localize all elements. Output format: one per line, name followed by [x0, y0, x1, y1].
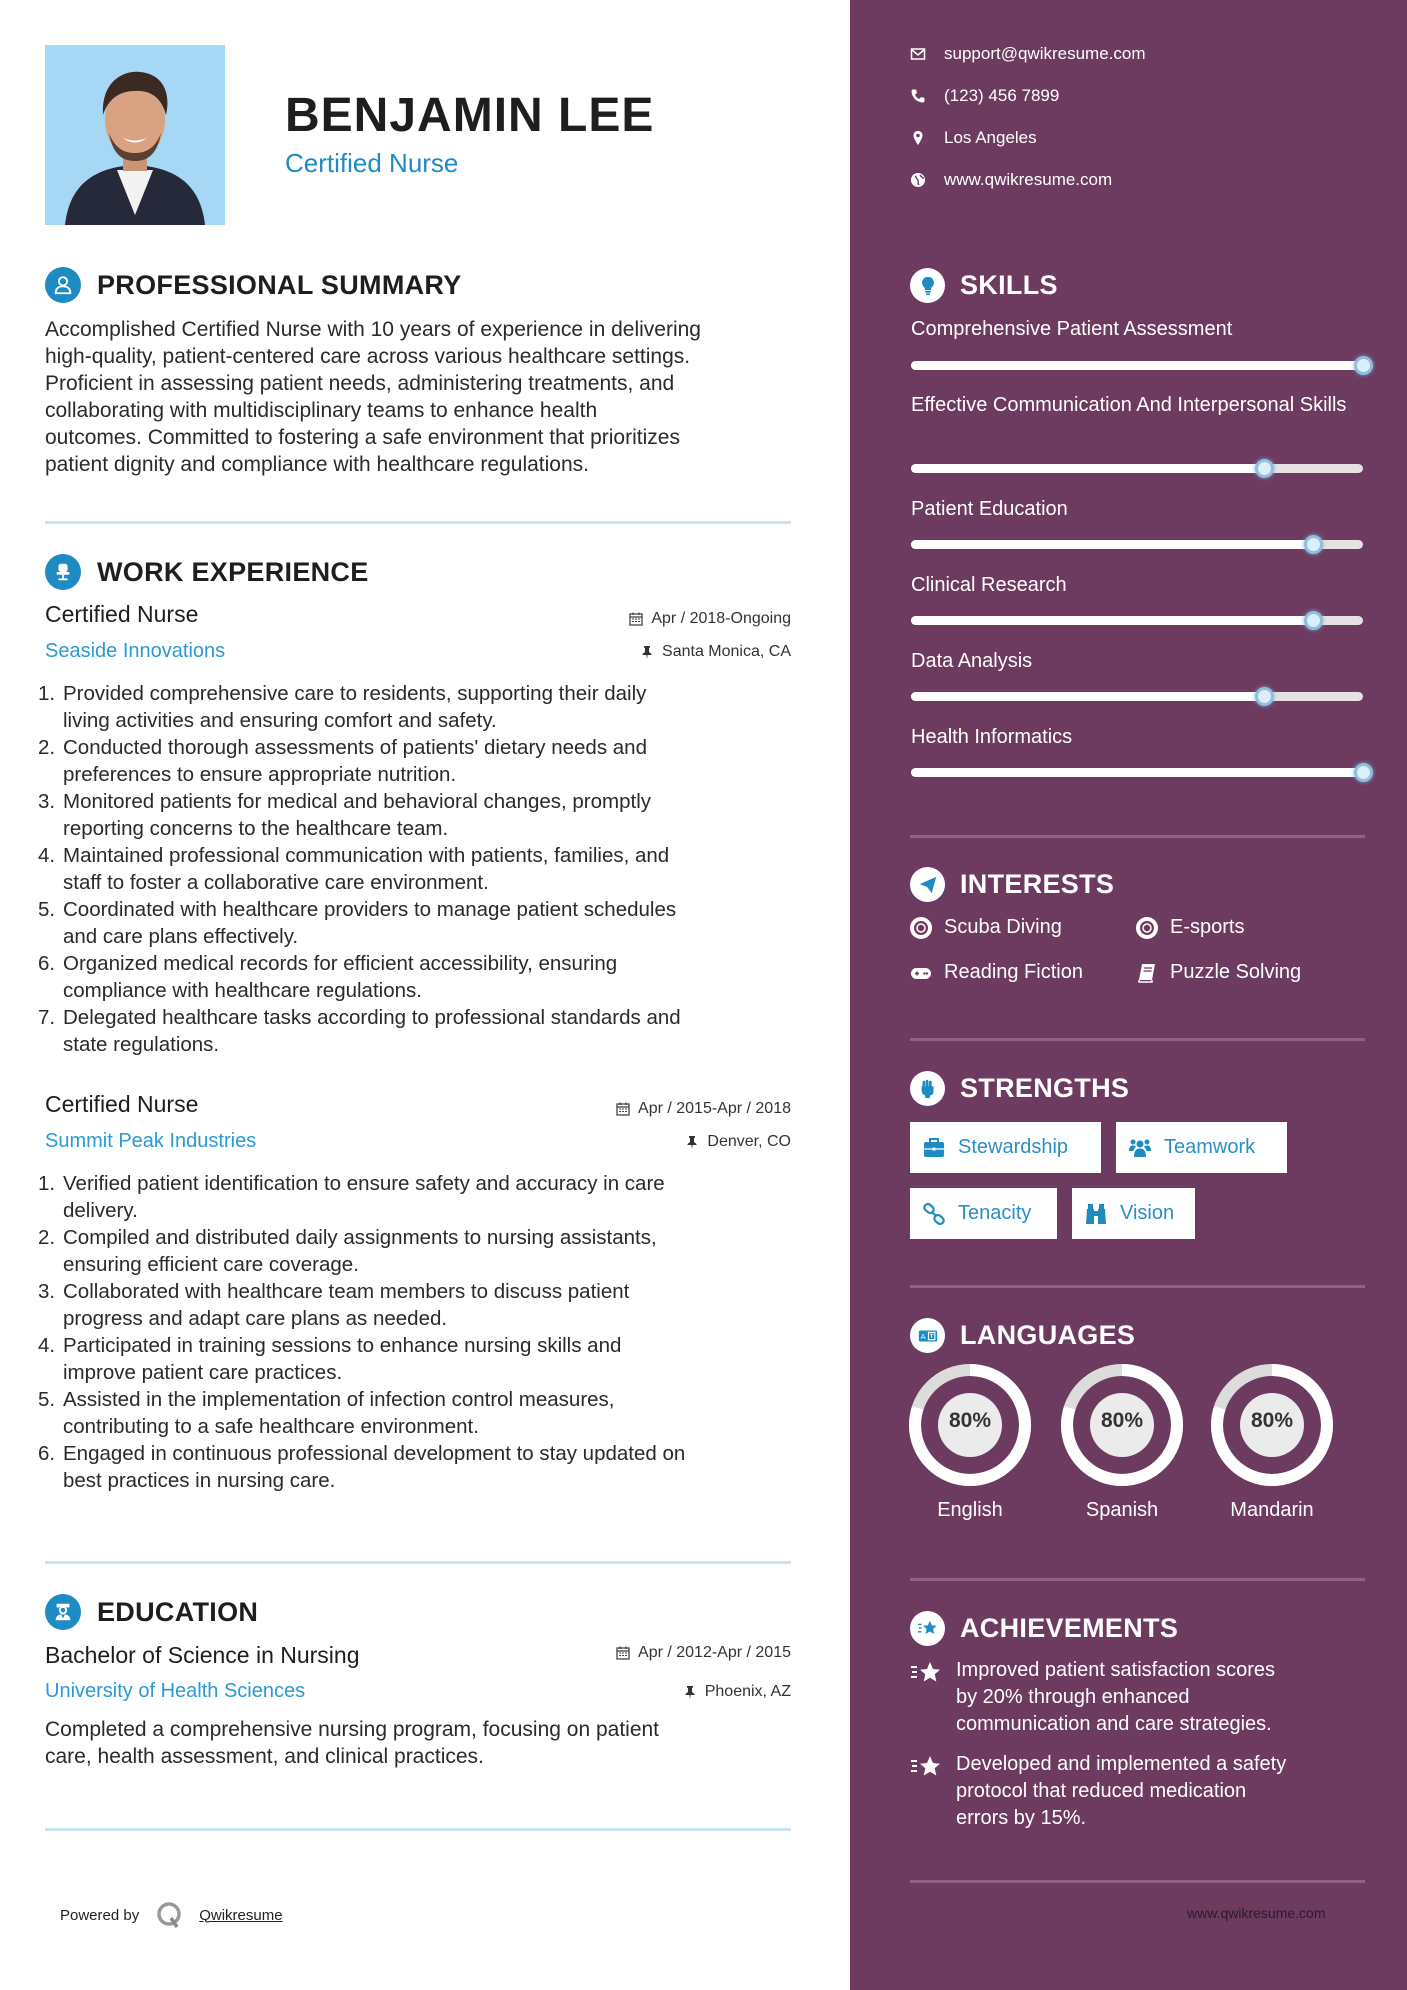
list-item: 2. Conducted thorough assessments of patients' dietary needs and preferences to ensure appropriate nutrition. — [38, 736, 647, 786]
location-text: Los Angeles — [944, 128, 1037, 147]
users-icon — [1128, 1136, 1152, 1160]
section-title: SKILLS — [960, 270, 1058, 300]
degree-title: Bachelor of Science in Nursing — [45, 1642, 360, 1668]
job-duties-list — [38, 1170, 798, 1494]
job-dates — [616, 1100, 791, 1118]
job-title: Certified Nurse — [45, 601, 199, 627]
location-text: Santa Monica, CA — [662, 643, 791, 660]
skill-fill — [911, 361, 1363, 370]
slider-handle[interactable] — [1255, 687, 1274, 706]
slider-handle[interactable] — [1255, 459, 1274, 478]
location-text: Denver, CO — [707, 1133, 791, 1150]
globe-icon — [910, 172, 926, 188]
contact-website[interactable] — [910, 170, 1112, 190]
shooting-star-icon — [910, 1659, 942, 1689]
language-label: Spanish — [1085, 1499, 1159, 1521]
calendar-icon — [629, 612, 643, 626]
profile-photo — [45, 45, 225, 225]
chair-icon — [45, 554, 81, 590]
job-location — [640, 643, 791, 661]
briefcase-icon — [922, 1136, 946, 1160]
language-label: English — [937, 1499, 1003, 1521]
book-icon — [1136, 962, 1158, 984]
candidate-title: Certified Nurse — [285, 148, 459, 178]
calendar-icon — [616, 1646, 630, 1660]
strength-badge — [1072, 1188, 1195, 1239]
phone-text: (123) 456 7899 — [944, 86, 1060, 105]
section-divider — [45, 1561, 791, 1564]
envelope-icon — [910, 46, 926, 62]
list-item: 6. Engaged in continuous professional development to stay updated on best practices in nursing care. — [38, 1442, 686, 1492]
list-item: 5. Assisted in the implementation of infection control measures, contributing to a safe healthcare environment. — [38, 1388, 615, 1438]
slider-handle[interactable] — [1354, 763, 1373, 782]
section-divider — [910, 1038, 1365, 1041]
skill-label: Comprehensive Patient Assessment — [911, 318, 1233, 340]
map-marker-icon — [910, 130, 926, 146]
section-divider — [910, 835, 1365, 838]
job-dates — [629, 610, 791, 628]
graduate-icon — [45, 1594, 81, 1630]
list-item: 2. Compiled and distributed daily assignments to nursing assistants, ensuring efficient care coverage. — [38, 1226, 657, 1276]
section-title: ACHIEVEMENTS — [960, 1613, 1179, 1643]
date-range: Apr / 2018-Ongoing — [651, 610, 791, 627]
skill-label: Health Informatics — [911, 726, 1073, 748]
user-icon — [45, 267, 81, 303]
job-title: Certified Nurse — [45, 1091, 199, 1117]
strength-badge — [910, 1188, 1057, 1239]
skill-fill — [911, 540, 1313, 549]
achievement-item — [910, 1657, 1360, 1738]
list-item: 6. Organized medical records for efficient accessibility, ensuring compliance with healthcare regulations. — [38, 952, 618, 1002]
pushpin-icon — [640, 645, 654, 659]
skill-label: Clinical Research — [911, 574, 1067, 596]
list-item: 1. Provided comprehensive care to residents, supporting their daily living activities and ensuring comfort and safety. — [38, 682, 647, 732]
list-item: 4. Participated in training sessions to enhance nursing skills and improve patient care practices. — [38, 1334, 622, 1384]
pushpin-icon — [683, 1685, 697, 1699]
pushpin-icon — [685, 1135, 699, 1149]
summary-line: high-quality, patient-centered care across various healthcare settings. — [45, 345, 691, 368]
interest-item — [1136, 916, 1244, 939]
life-ring-icon — [910, 917, 932, 939]
lightbulb-icon — [910, 268, 945, 303]
shooting-star-icon — [910, 1611, 945, 1646]
phone-icon — [910, 88, 926, 104]
section-divider — [910, 1578, 1365, 1581]
interest-label: Reading Fiction — [944, 961, 1083, 983]
language-percent: 80% — [1100, 1409, 1144, 1432]
language-item — [1060, 1363, 1184, 1522]
skill-slider[interactable] — [911, 616, 1363, 625]
education-location — [683, 1683, 791, 1701]
section-title: PROFESSIONAL SUMMARY — [97, 269, 462, 300]
language-percent: 80% — [948, 1409, 992, 1432]
summary-heading — [45, 267, 462, 303]
contact-location — [910, 128, 1037, 148]
section-divider — [45, 521, 791, 524]
strength-badge — [1116, 1122, 1287, 1173]
binoculars-icon — [1084, 1202, 1108, 1226]
powered-by-label: Powered by — [60, 1906, 140, 1924]
list-item: 7. Delegated healthcare tasks according to professional standards and state regulations. — [38, 1006, 681, 1056]
skill-label: Effective Communication And Interpersonal Skills — [911, 394, 1347, 416]
job-location — [685, 1133, 791, 1151]
email-text: support@qwikresume.com — [944, 44, 1146, 63]
section-divider — [910, 1285, 1365, 1288]
language-icon — [910, 1318, 945, 1353]
slider-handle[interactable] — [1354, 356, 1373, 375]
gamepad-icon — [910, 962, 932, 984]
qwikresume-link[interactable]: Qwikresume — [199, 1906, 283, 1924]
school-name: University of Health Sciences — [45, 1680, 306, 1702]
strength-label: Teamwork — [1164, 1136, 1256, 1158]
date-range: Apr / 2012-Apr / 2015 — [638, 1644, 791, 1661]
summary-line: Accomplished Certified Nurse with 10 years of experience in delivering — [45, 318, 701, 341]
language-item — [908, 1363, 1032, 1522]
list-item: 3. Monitored patients for medical and behavioral changes, promptly reporting concerns to the healthcare team. — [38, 790, 651, 840]
section-title: LANGUAGES — [960, 1320, 1136, 1350]
skill-slider[interactable] — [911, 768, 1363, 777]
section-title: STRENGTHS — [960, 1073, 1130, 1103]
list-item: 5. Coordinated with healthcare providers to manage patient schedules and care plans effectively. — [38, 898, 677, 948]
calendar-icon — [616, 1102, 630, 1116]
section-title: INTERESTS — [960, 869, 1115, 899]
interest-item — [1136, 961, 1301, 984]
interests-heading — [910, 867, 1114, 902]
language-percent: 80% — [1250, 1409, 1294, 1432]
fist-icon — [910, 1071, 945, 1106]
skill-fill — [911, 692, 1264, 701]
skill-label: Patient Education — [911, 498, 1068, 520]
strength-label: Tenacity — [958, 1202, 1032, 1224]
footer-website[interactable]: www.qwikresume.com — [1187, 1905, 1326, 1921]
language-item — [1210, 1363, 1334, 1522]
education-line: care, health assessment, and clinical practices. — [45, 1745, 484, 1768]
date-range: Apr / 2015-Apr / 2018 — [638, 1100, 791, 1117]
list-item: 1. Verified patient identification to ensure safety and accuracy in care delivery. — [38, 1172, 665, 1222]
skill-slider[interactable] — [911, 692, 1363, 701]
summary-text — [45, 316, 795, 478]
summary-line: Proficient in assessing patient needs, administering treatments, and — [45, 372, 675, 395]
strength-badge — [910, 1122, 1101, 1173]
paper-plane-icon — [910, 867, 945, 902]
language-label: Mandarin — [1230, 1499, 1314, 1521]
section-divider — [45, 1828, 791, 1831]
education-heading — [45, 1594, 258, 1630]
summary-line: patient dignity and compliance with healthcare regulations. — [45, 453, 590, 476]
skill-slider[interactable] — [911, 540, 1363, 549]
powered-by — [60, 1900, 283, 1930]
skill-label: Data Analysis — [911, 650, 1033, 672]
skills-heading — [910, 268, 1058, 303]
company-name: Summit Peak Industries — [45, 1130, 257, 1152]
strengths-heading — [910, 1071, 1129, 1106]
contact-phone[interactable] — [910, 86, 1059, 106]
interest-label: Puzzle Solving — [1170, 961, 1302, 983]
candidate-name: BENJAMIN LEE — [285, 89, 655, 142]
education-dates — [616, 1644, 791, 1662]
website-text: www.qwikresume.com — [944, 170, 1113, 189]
life-ring-icon — [1136, 917, 1158, 939]
link-chain-icon — [922, 1202, 946, 1226]
person-photo-icon — [45, 45, 225, 225]
list-item: 3. Collaborated with healthcare team members to discuss patient progress and adapt care plans as needed. — [38, 1280, 630, 1330]
interest-item — [910, 916, 1062, 939]
shooting-star-icon — [910, 1753, 942, 1783]
achievements-heading — [910, 1611, 1178, 1646]
skill-fill — [911, 768, 1363, 777]
svg-text:A: A — [920, 1331, 926, 1341]
education-line: Completed a comprehensive nursing program, focusing on patient — [45, 1718, 660, 1741]
strength-label: Stewardship — [958, 1136, 1069, 1158]
strength-label: Vision — [1120, 1202, 1175, 1224]
location-text: Phoenix, AZ — [704, 1683, 791, 1700]
section-title: EDUCATION — [97, 1596, 259, 1627]
skill-fill — [911, 616, 1313, 625]
achievement-item — [910, 1751, 1360, 1832]
interest-label: E-sports — [1170, 916, 1245, 938]
experience-heading — [45, 554, 369, 590]
achievement-text: Improved patient satisfaction scores by 20% through enhanced communication and care strategies. — [956, 1659, 1276, 1735]
job-duties-list — [38, 680, 798, 1058]
company-name: Seaside Innovations — [45, 640, 226, 662]
skill-fill — [911, 464, 1264, 473]
interest-label: Scuba Diving — [944, 916, 1062, 938]
education-description — [45, 1716, 795, 1770]
list-item: 4. Maintained professional communication with patients, families, and staff to foster a collaborative care environment. — [38, 844, 670, 894]
section-title: WORK EXPERIENCE — [97, 556, 369, 587]
qwikresume-logo-icon — [155, 1900, 185, 1930]
summary-line: outcomes. Committed to fostering a safe environment that prioritizes — [45, 426, 680, 449]
summary-line: collaborating with multidisciplinary teams to enhance health — [45, 399, 598, 422]
skill-slider[interactable] — [911, 464, 1363, 473]
section-divider — [910, 1880, 1365, 1883]
achievement-text: Developed and implemented a safety protocol that reduced medication errors by 15%. — [956, 1753, 1287, 1829]
contact-email[interactable] — [910, 44, 1146, 64]
skill-slider[interactable] — [911, 361, 1363, 370]
interest-item — [910, 961, 1083, 984]
languages-heading — [910, 1318, 1135, 1353]
